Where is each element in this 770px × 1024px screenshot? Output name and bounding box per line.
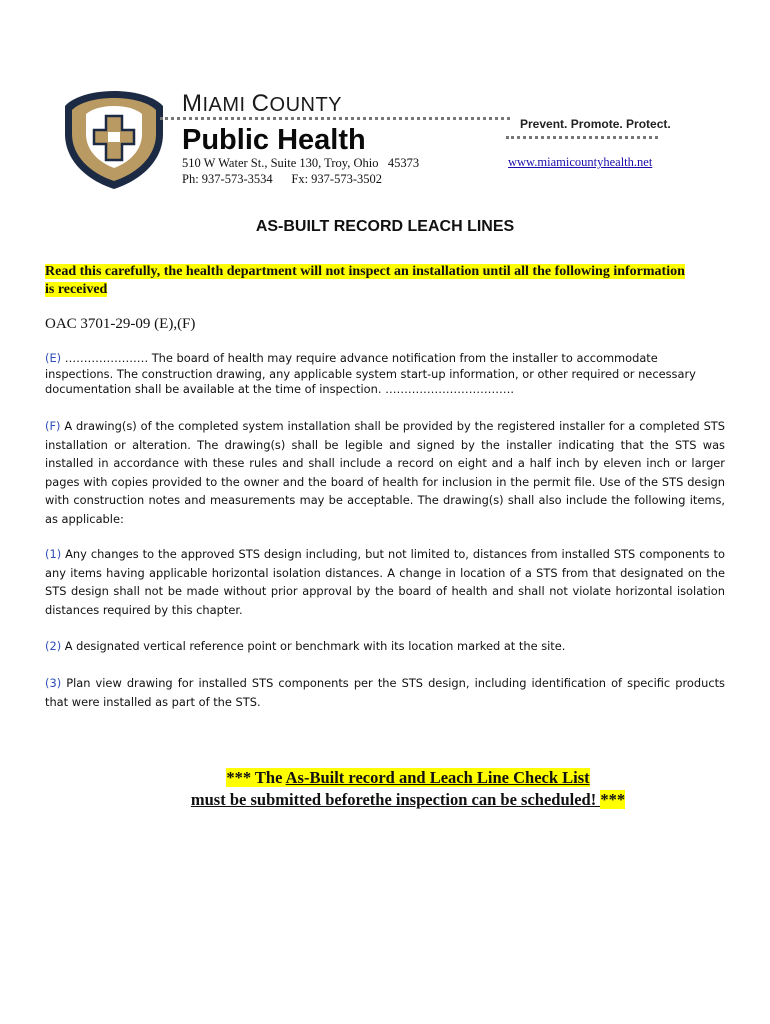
paragraph-e: (E) …………………. The board of health may require advance notification from the installer to accommodate inspections. The construction drawing, any applicable system start-up information, or other required or necessary documentation shall be available at the time of inspection. ……………………………. [45,351,696,396]
tagline: Prevent. Promote. Protect. [520,117,671,131]
tagline-divider [506,136,658,139]
paragraph-tag: (E) [45,351,62,365]
contact-block [182,155,419,187]
closing-prefix: *** The [226,768,286,787]
document-title: AS-BUILT RECORD LEACH LINES [255,218,515,235]
paragraph-3: (3) Plan view drawing for installed STS components per the STS design, including identification of specific products that were installed as part of the STS. [45,676,725,709]
notice-text: Read this carefully, the health department will not inspect an installation until all the following information is received [45,264,685,297]
paragraph-tag: (F) [45,419,61,433]
paragraph-2: (2) A designated vertical reference point or benchmark with its location marked at the site. [45,639,566,653]
oac-reference: OAC 3701-29-09 (E),(F) [45,316,196,332]
county-name: MIAMI COUNTY [182,90,343,117]
paragraph-tag: (2) [45,639,62,653]
paragraph-tag: (1) [45,547,62,561]
phone-fax-line: Ph: 937-573-3534 Fx: 937-573-3502 [182,172,382,186]
org-title: Public Health [182,124,366,156]
closing-suffix: *** [600,790,626,809]
paragraph-1: (1) Any changes to the approved STS design including, but not limited to, distances from installed STS components to any items having applicable horizontal isolation distances. A change in location of a STS from that designated on the STS design shall not be made without prior approval by the board of health and shall not violate horizontal isolation distances required by this chapter. [45,547,725,617]
notice-highlight [45,263,685,299]
checklist-reference: As-Built record and Leach Line Check List [285,768,590,787]
miami-county-shield-logo [62,88,166,192]
header-divider [160,117,510,120]
paragraph-tag: (3) [45,676,62,690]
closing-notice [0,767,770,811]
website-link[interactable]: www.miamicountyhealth.net [508,155,653,169]
paragraph-f: (F) A drawing(s) of the completed system installation shall be provided by the registered installer for a completed STS installation or alteration. The drawing(s) shall be legible and signed by the installer indicating that the STS was installed in accordance with these rules and shall include a record on eight and a half inch by eleven inch or larger pages with copies provided to the owner and the board of health for inclusion in the permit file. Use of the STS design with construction notes and measurements may be acceptable. The drawing(s) shall also include the following items, as applicable: [45,419,725,526]
address-line: 510 W Water St., Suite 130, Troy, Ohio 45373 [182,156,420,170]
closing-line-two: must be submitted beforethe inspection can be scheduled! [190,790,601,809]
